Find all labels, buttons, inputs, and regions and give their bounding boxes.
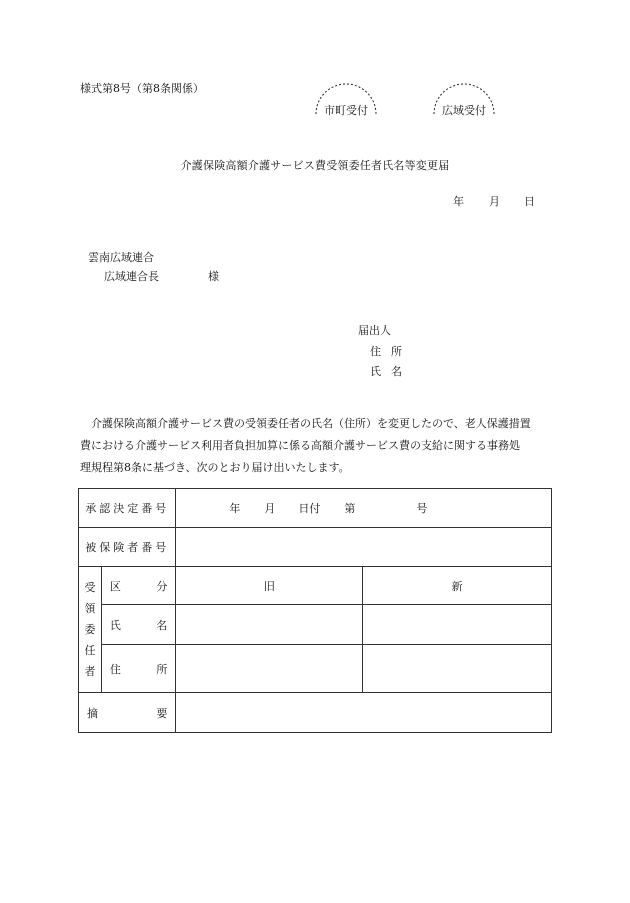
category-label-part: 区 xyxy=(109,579,121,593)
body-line: 費における介護サービス利用者負担加算に係る高額介護サービス費の支給に関する事務処 xyxy=(80,439,520,452)
approval-year-label: 年 xyxy=(229,502,241,515)
remarks-field[interactable] xyxy=(176,693,552,733)
approval-month-label: 月 xyxy=(264,502,276,515)
addressee-title: 広域連合長 xyxy=(104,270,159,283)
date-month-label: 月 xyxy=(489,195,500,208)
document-title: 介護保険高額介護サービス費受領委任者氏名等変更届 xyxy=(180,159,450,172)
body-line: 介護保険高額介護サービス費の受領委任者の氏名（住所）を変更したので、老人保護措置 xyxy=(91,417,531,430)
addressee-org: 雲南広域連合 xyxy=(88,251,154,264)
name-label-part: 氏 xyxy=(109,618,121,632)
remarks-label-part: 摘 xyxy=(87,706,98,720)
delegate-char: 委 xyxy=(84,623,96,636)
filer-label: 届出人 xyxy=(358,324,391,337)
delegate-char: 任 xyxy=(84,644,96,657)
date-year-label: 年 xyxy=(453,195,464,208)
approval-day-label: 日付 xyxy=(298,502,321,515)
new-address-field[interactable] xyxy=(363,645,552,693)
insured-number-field[interactable] xyxy=(176,528,552,567)
address-label-part: 住 xyxy=(109,662,121,676)
approval-no-suffix: 号 xyxy=(416,502,428,515)
remarks-label xyxy=(79,693,176,733)
form-table xyxy=(78,488,552,733)
name-label xyxy=(101,605,176,645)
insured-number-label: 被保険者番号 xyxy=(79,528,176,567)
stamp-label: 広域受付 xyxy=(442,104,486,117)
approval-no-prefix: 第 xyxy=(344,502,356,515)
delegate-char: 者 xyxy=(84,665,96,678)
delegate-char: 受 xyxy=(84,581,96,594)
filer-name-label: 氏名 xyxy=(370,365,412,378)
category-label-part: 分 xyxy=(156,579,168,593)
form-number: 様式第8号（第8条関係） xyxy=(80,82,204,95)
body-line: 理規程第8条に基づき、次のとおり届け出いたします。 xyxy=(80,461,350,474)
category-label xyxy=(101,567,176,605)
remarks-label-part: 要 xyxy=(156,706,168,720)
filer-address-label: 住所 xyxy=(370,345,412,358)
stamp-municipal-reception xyxy=(314,76,378,116)
stamp-regional-reception xyxy=(432,76,496,116)
addressee-honorific: 様 xyxy=(208,270,219,283)
stamp-label: 市町受付 xyxy=(324,104,368,117)
new-name-field[interactable] xyxy=(363,605,552,645)
address-label-part: 所 xyxy=(156,662,168,676)
date-day-label: 日 xyxy=(524,195,535,208)
old-column-header: 旧 xyxy=(176,567,363,605)
approval-number-field[interactable] xyxy=(176,489,552,528)
delegate-char: 領 xyxy=(84,602,96,615)
address-label xyxy=(101,645,176,693)
new-column-header: 新 xyxy=(363,567,552,605)
body-text xyxy=(80,413,550,479)
old-address-field[interactable] xyxy=(176,645,363,693)
name-label-part: 名 xyxy=(156,618,168,632)
delegate-group-label xyxy=(79,567,102,693)
old-name-field[interactable] xyxy=(176,605,363,645)
approval-number-label: 承認決定番号 xyxy=(79,489,176,528)
